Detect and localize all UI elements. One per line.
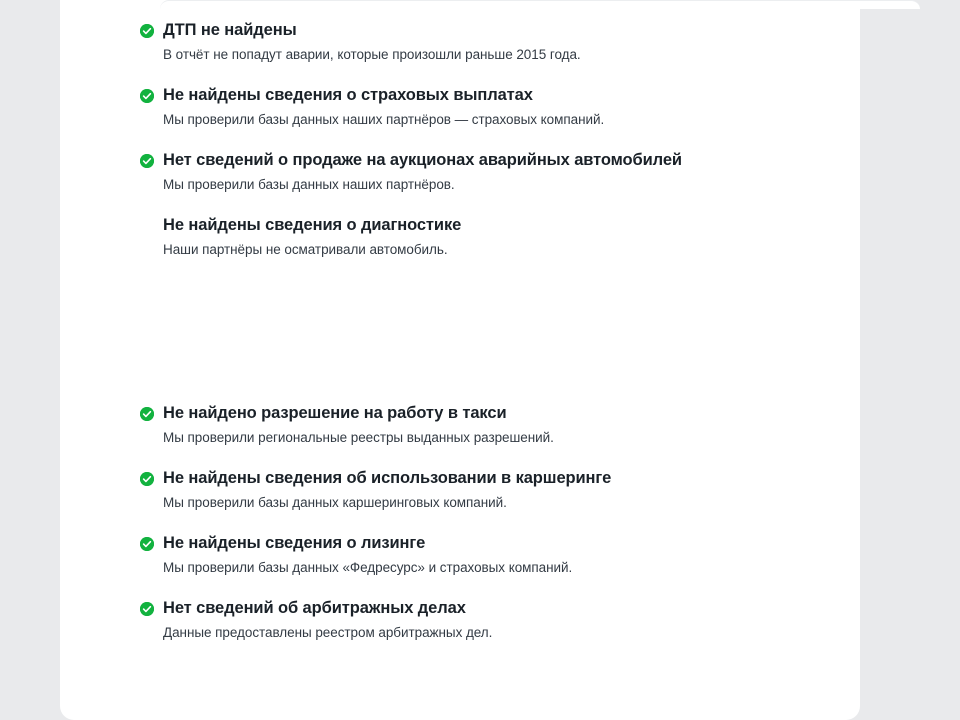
report-item-title: Не найдены сведения о лизинге [163,534,426,552]
section-spacer [100,280,820,403]
report-item-subtitle: Мы проверили базы данных наших партнёров — страховых компаний. [163,112,605,127]
check-circle-icon [140,602,154,616]
check-circle-icon [140,472,154,486]
report-item-text [142,85,820,129]
report-item-title: Нет сведений об арбитражных делах [163,599,466,617]
report-item-title: Не найдены сведения об использовании в каршеринге [163,469,612,487]
report-group-usage [100,403,820,642]
report-item [100,598,820,642]
check-circle-icon [140,537,154,551]
card-top-edge [160,0,920,9]
report-item-subtitle: Мы проверили базы данных наших партнёров. [163,177,455,192]
report-item-text [142,403,820,447]
check-circle-icon [140,154,154,168]
report-group-accidents [100,20,820,259]
report-item [100,150,820,194]
report-item-text [142,150,820,194]
check-circle-icon [140,89,154,103]
report-item-text [142,20,820,64]
report-item [100,20,820,64]
report-item [100,468,820,512]
report-item [100,533,820,577]
report-item-subtitle: Данные предоставлены реестром арбитражных дел. [163,625,493,640]
report-item-title: Не найдены сведения о диагностике [163,216,462,234]
report-item-subtitle: Мы проверили базы данных «Федресурс» и страховых компаний. [163,560,573,575]
report-item-title: Не найдены сведения о страховых выплатах [163,86,533,104]
report-item-text [142,533,820,577]
report-item-title: Не найдено разрешение на работу в такси [163,404,507,422]
report-item-subtitle: В отчёт не попадут аварии, которые произошли раньше 2015 года. [163,47,581,62]
check-circle-icon [140,24,154,38]
check-circle-icon [140,407,154,421]
report-item [100,403,820,447]
report-item [100,215,820,259]
report-item-title: ДТП не найдены [163,21,297,39]
report-item-title: Нет сведений о продаже на аукционах аварийных автомобилей [163,151,682,169]
report-item-subtitle: Наши партнёры не осматривали автомобиль. [163,242,448,257]
report-item-subtitle: Мы проверили базы данных каршеринговых компаний. [163,495,507,510]
report-item-text [142,598,820,642]
report-card [60,0,860,720]
report-sections [100,20,820,663]
report-item-subtitle: Мы проверили региональные реестры выданных разрешений. [163,430,554,445]
report-item-text [142,215,820,259]
report-item [100,85,820,129]
report-item-text [142,468,820,512]
